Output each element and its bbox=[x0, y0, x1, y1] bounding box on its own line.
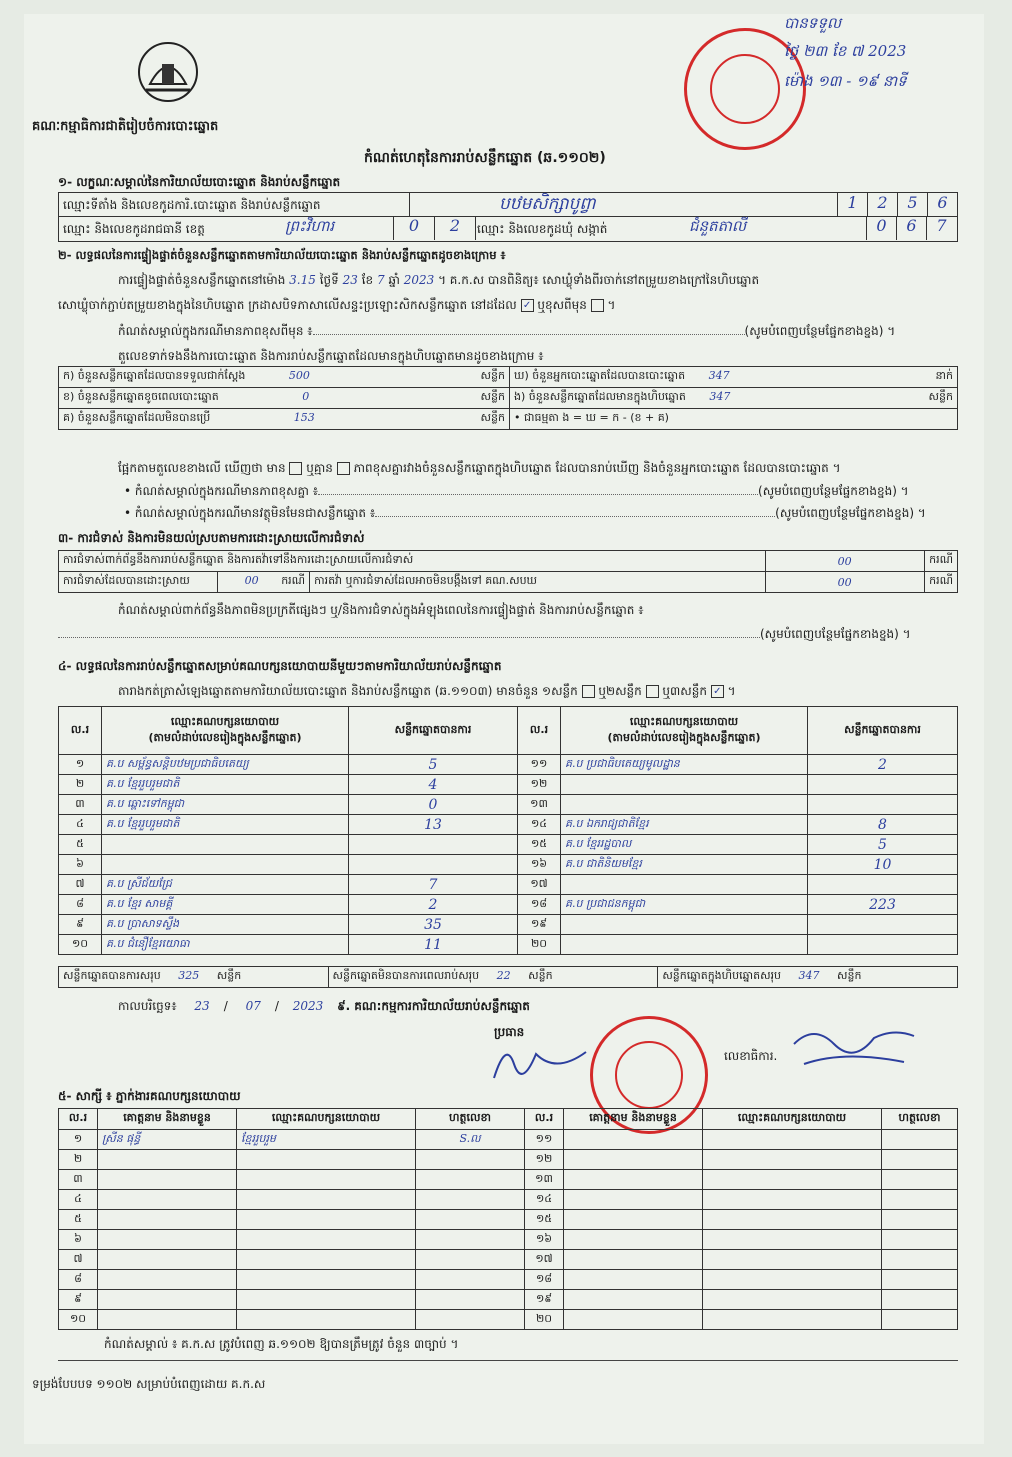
objections-count: 00 bbox=[837, 554, 852, 568]
witness-row bbox=[59, 1230, 958, 1250]
province-value: ព្រះវិហារ bbox=[285, 217, 335, 235]
form-footer: ទម្រង់បែបបទ ១១០២ សម្រាប់បំពេញដោយ គ.ក.ស bbox=[32, 1377, 266, 1391]
location-code-digit: 2 bbox=[867, 193, 897, 216]
committee-name: គណៈកម្មាធិការជាតិរៀបចំការបោះឆ្នោត bbox=[32, 119, 219, 134]
party-number: ១២ bbox=[518, 775, 561, 795]
emblem-logo bbox=[136, 40, 200, 104]
witness-number: ៦ bbox=[59, 1230, 98, 1250]
witness-signature bbox=[416, 1150, 525, 1170]
witness-number: ១៨ bbox=[525, 1270, 564, 1290]
verification-year: 2023 bbox=[403, 273, 435, 287]
party-name: គ.ប ខ្មែររដ្ឋបាល bbox=[561, 835, 808, 855]
witness-party bbox=[237, 1250, 416, 1270]
witness-party bbox=[237, 1150, 416, 1170]
witness-name bbox=[98, 1190, 237, 1210]
witness-signature bbox=[882, 1190, 958, 1210]
witness-number: ៧ bbox=[59, 1250, 98, 1270]
party-votes: 2 bbox=[349, 895, 518, 915]
witness-signature bbox=[882, 1290, 958, 1310]
party-name: គ.ប ខ្មែររួបរួមជាតិ bbox=[102, 815, 349, 835]
objections-table: ការជំទាស់ពាក់ព័ន្ធនឹងការរាប់សន្លឹកឆ្នោត និងការតវ៉ាទៅនឹងការដោះស្រាយលើការជំទាស់ 00 ករណី ការជំទាស់ដែលបានដោះស្រាយ 00 ករណី ការតវ៉ា ឬការជំទាស់ដែលអាចមិនបង្កឹងទៅ គណ.សបឃ 00 ករណី bbox=[58, 550, 958, 593]
witness-row bbox=[59, 1130, 958, 1150]
location-label: ឈ្មោះទីតាំង និងលេខកូដការិ.បោះឆ្នោត និងរាប់សន្លឹកឆ្នោត bbox=[63, 198, 321, 212]
party-name: គ.ប ជំនឿខ្មែរយោធា bbox=[102, 935, 349, 955]
received-ballots-value: 500 bbox=[288, 369, 310, 382]
location-code-digit: 5 bbox=[897, 193, 927, 216]
results-row bbox=[59, 795, 958, 815]
witness-party bbox=[703, 1170, 882, 1190]
witness-party bbox=[703, 1310, 882, 1330]
irregularity-fill-line: (សូមបំពេញបន្ថែមផ្នែកខាងខ្នង) ។ bbox=[58, 626, 911, 644]
witness-party bbox=[237, 1230, 416, 1250]
witness-number: ២ bbox=[59, 1150, 98, 1170]
witness-party bbox=[703, 1250, 882, 1270]
results-row bbox=[59, 775, 958, 795]
party-name: គ.ប ជាតិនិយមខ្មែរ bbox=[561, 855, 808, 875]
party-number: ១៥ bbox=[518, 835, 561, 855]
witness-party bbox=[703, 1150, 882, 1170]
no-discrepancy-checkbox[interactable] bbox=[337, 462, 350, 475]
results-row bbox=[59, 875, 958, 895]
witness-number: ៤ bbox=[59, 1190, 98, 1210]
location-value: បឋមសិក្សាបូព្វា bbox=[499, 194, 596, 214]
witness-signature bbox=[882, 1150, 958, 1170]
witness-name bbox=[564, 1210, 703, 1230]
witness-signature bbox=[416, 1290, 525, 1310]
party-results-table: ល.រ ឈ្មោះគណបក្សនយោបាយ (តាមលំដាប់លេខរៀងក្នុងសន្លឹកឆ្នោត) សន្លឹកឆ្នោតបានការ ល.រ ឈ្មោះគណបក្សនយោបាយ (តាមលំដាប់លេខរៀងក្នុងសន្លឹកឆ្នោត) សន្លឹកឆ្នោតបានការ ១ គ.ប សម្ព័ន្ធសន្តិបឋមប្រជាធិបតេយ្យ 5 ១១ គ.ប ប្រជាធិបតេយ្យមូលដ្ឋាន 2 ២ គ.ប ខ្មែររួបរួមជាតិ 4 ១២ ៣ គ.ប ឆ្ពោះទៅកម្ពុជា 0 ១៣ ៤ គ.ប ខ្មែររួបរួមជាតិ 13 ១៤ គ.ប ឯករាជ្យជាតិខ្មែរ 8 ៥ ១៥ គ.ប ខ្មែររដ្ឋបាល 5 ៦ ១៦ គ.ប ជាតិនិយមខ្មែរ 10 ៧ គ.ប ស្រីជ័យជ្រែ 7 ១៧ ៨ គ.ប ខ្មែរ សាមគ្គី 2 ១៨ គ.ប ប្រជាជនកម្ពុជា 223 ៩ គ.ប ប្រាសាទស្ទឹង 35 ១៩ ១០ គ.ប ជំនឿខ្មែរយោធា 11 ២០ bbox=[58, 706, 958, 955]
date-line: កាលបរិច្ឆេទ៖ 23 / 07 / 2023 ៩. គណ:កម្មការការិយាល័យរាប់សន្លឹកឆ្នោត bbox=[118, 999, 530, 1013]
commune-code-digit: 0 bbox=[866, 216, 896, 240]
province-code bbox=[393, 216, 476, 240]
party-votes: 35 bbox=[349, 915, 518, 935]
witness-signature bbox=[882, 1210, 958, 1230]
witness-name: ស្រីន ផុន្ធី bbox=[98, 1130, 237, 1150]
party-name: គ.ប ខ្មែរ សាមគ្គី bbox=[102, 895, 349, 915]
witness-number: ២០ bbox=[525, 1310, 564, 1330]
party-number: ១១ bbox=[518, 755, 561, 775]
party-number: ១៩ bbox=[518, 915, 561, 935]
party-number: ៦ bbox=[59, 855, 102, 875]
results-row bbox=[59, 815, 958, 835]
unresolved-count: 00 bbox=[837, 575, 852, 589]
results-row bbox=[59, 915, 958, 935]
witness-number: ៣ bbox=[59, 1170, 98, 1190]
party-name bbox=[561, 795, 808, 815]
witness-number: ១៥ bbox=[525, 1210, 564, 1230]
resolved-count: 00 bbox=[244, 574, 259, 587]
date-month: 07 bbox=[245, 999, 261, 1013]
witness-party bbox=[237, 1210, 416, 1230]
unused-ballots-value: 153 bbox=[293, 411, 315, 424]
section2-title: ២- លទ្ធផលនៃការផ្ទៀងផ្ទាត់ចំនួនសន្លឹកឆ្នោតតាមការិយាល័យបោះឆ្នោត និងរាប់សន្លឹកឆ្នោតដូចខាងក្រោម ៖ bbox=[58, 248, 506, 262]
location-code-digit: 6 bbox=[927, 193, 957, 216]
witness-party bbox=[237, 1290, 416, 1310]
party-name: គ.ប ស្រីជ័យជ្រែ bbox=[102, 875, 349, 895]
witness-party bbox=[237, 1170, 416, 1190]
commune-value: ជំនួតតាលី bbox=[689, 217, 747, 235]
witness-row bbox=[59, 1170, 958, 1190]
witness-number: ១២ bbox=[525, 1150, 564, 1170]
location-code bbox=[837, 193, 957, 216]
witness-signature: S.ល bbox=[416, 1130, 525, 1150]
party-number: ១៧ bbox=[518, 875, 561, 895]
ballots-in-box-value: 347 bbox=[709, 390, 731, 403]
party-name bbox=[561, 875, 808, 895]
section1-title: ១- លក្ខណៈសម្គាល់នៃការិយាល័យបោះឆ្នោត និងរាប់សន្លឹកឆ្នោត bbox=[58, 175, 341, 189]
verification-day: 23 bbox=[342, 273, 358, 287]
document-title: កំណត់ហេតុនៃការរាប់សន្លឹកឆ្នោត (ឆ.១១០២) bbox=[364, 150, 606, 166]
witness-number: ១៣ bbox=[525, 1170, 564, 1190]
party-name: គ.ប ឯករាជ្យជាតិខ្មែរ bbox=[561, 815, 808, 835]
party-votes: 0 bbox=[349, 795, 518, 815]
party-name: គ.ប ប្រជាធិបតេយ្យមូលដ្ឋាន bbox=[561, 755, 808, 775]
party-votes bbox=[808, 795, 958, 815]
party-name bbox=[561, 935, 808, 955]
party-number: ១៤ bbox=[518, 815, 561, 835]
witness-row bbox=[59, 1310, 958, 1330]
has-discrepancy-checkbox[interactable] bbox=[289, 462, 302, 475]
witness-party bbox=[703, 1130, 882, 1150]
secretary-label: លេខាធិការ. bbox=[724, 1049, 778, 1063]
box-total: 347 bbox=[798, 969, 820, 982]
party-votes bbox=[349, 855, 518, 875]
witness-row bbox=[59, 1150, 958, 1170]
witness-signature bbox=[416, 1190, 525, 1210]
party-number: ១៨ bbox=[518, 895, 561, 915]
witness-name bbox=[564, 1150, 703, 1170]
witness-row bbox=[59, 1190, 958, 1210]
witness-party bbox=[703, 1190, 882, 1210]
party-votes: 4 bbox=[349, 775, 518, 795]
province-label: ឈ្មោះ និងលេខកូដរាជធានី ខេត្ត bbox=[63, 222, 205, 236]
party-name: គ.ប ឆ្ពោះទៅកម្ពុជា bbox=[102, 795, 349, 815]
witness-name bbox=[564, 1190, 703, 1210]
results-row bbox=[59, 855, 958, 875]
ballot-figures-table: ក) ចំនួនសន្លឹកឆ្នោតដែលបានទទួលជាក់ស្តែង 500 សន្លឹក ឃ) ចំនួនអ្នកបោះឆ្នោតដែលបានបោះឆ្នោត 347 នាក់ ខ) ចំនួនសន្លឹកឆ្នោតខូចពេលបោះឆ្នោត 0 សន្លឹក ង) ចំនួនសន្លឹកឆ្នោតដែលមានក្នុងហិបឆ្នោត 347 សន្លឹក គ) ចំនួនសន្លឹកឆ្នោតដែលមិនបានប្រើ 153 សន្លឹក • ជាធម្មតា ង = ឃ = ក - (ខ + គ) bbox=[58, 366, 958, 430]
received-note-line3: ម៉ោង ១៣ - ១៩ នាទី bbox=[784, 72, 907, 90]
party-number: ៥ bbox=[59, 835, 102, 855]
party-name: គ.ប ប្រជាជនកម្ពុជា bbox=[561, 895, 808, 915]
witness-signature bbox=[416, 1250, 525, 1270]
party-votes: 13 bbox=[349, 815, 518, 835]
party-votes: 10 bbox=[808, 855, 958, 875]
witness-row bbox=[59, 1210, 958, 1230]
party-number: ៧ bbox=[59, 875, 102, 895]
witness-name bbox=[98, 1210, 237, 1230]
foreign-object-note: • កំណត់សម្គាល់ក្នុងករណីមានវត្ថុមិនមែនជាសន្លឹកឆ្នោត ៖ (សូមបំពេញបន្ថែមផ្នែកខាងខ្នង) ។ bbox=[124, 506, 926, 520]
commune-code-digit: 7 bbox=[926, 216, 956, 240]
witness-signature bbox=[416, 1210, 525, 1230]
party-number: ១៦ bbox=[518, 855, 561, 875]
witness-name bbox=[98, 1230, 237, 1250]
irregularity-note: កំណត់សម្គាល់ពាក់ព័ន្ធនឹងភាពមិនប្រក្រតីផ្សេងៗ ឬ/និងការជំទាស់ក្នុងអំឡុងពេលនៃការផ្ទៀងផ្ទាត់ និងការរាប់សន្លឹកឆ្នោត ៖ bbox=[118, 603, 644, 617]
witness-name bbox=[98, 1310, 237, 1330]
party-number: ៤ bbox=[59, 815, 102, 835]
three-sheets-checkbox[interactable]: ✓ bbox=[711, 685, 724, 698]
witness-signature bbox=[416, 1310, 525, 1330]
difference-note-line: កំណត់សម្គាល់ក្នុងករណីមានភាពខុសពីមុន ៖ (សូមបំពេញបន្ថែមផ្នែកខាងខ្នង) ។ bbox=[118, 324, 896, 338]
chair-signature bbox=[486, 1034, 606, 1084]
party-votes: 11 bbox=[349, 935, 518, 955]
results-row bbox=[59, 835, 958, 855]
section1-box bbox=[58, 192, 958, 242]
witness-name bbox=[98, 1270, 237, 1290]
party-votes: 8 bbox=[808, 815, 958, 835]
unchanged-checkbox[interactable]: ✓ bbox=[521, 299, 534, 312]
party-number: ៣ bbox=[59, 795, 102, 815]
witness-signature bbox=[882, 1270, 958, 1290]
party-number: ៨ bbox=[59, 895, 102, 915]
witness-table: ល.រ គោត្តនាម និងនាមខ្លួន ឈ្មោះគណបក្សនយោបាយ ហត្ថលេខា ល.រ គោត្តនាម និងនាមខ្លួន ឈ្មោះគណបក្សនយោបាយ ហត្ថលេខា ១ ស្រីន ផុន្ធី ខ្មែររួបរួម S.ល ១១ ២ ១២ ៣ ១៣ ៤ ១៤ ៥ ១៥ ៦ ១៦ ៧ ១៧ ៨ ១៨ ៩ ១៩ ១០ ២០ bbox=[58, 1108, 958, 1330]
party-votes: 5 bbox=[808, 835, 958, 855]
voters-value: 347 bbox=[708, 369, 730, 382]
witness-party bbox=[703, 1270, 882, 1290]
witness-name bbox=[564, 1170, 703, 1190]
tally-sheet-line: តារាងកត់ត្រាសំឡេងឆ្នោតតាមការិយាល័យបោះឆ្នោត និងរាប់សន្លឹកឆ្នោត (ឆ.១១០៣) មានចំនួន ១សន្លឹក ឬ២សន្លឹក ឬ៣សន្លឹក ✓ ។ bbox=[118, 684, 736, 698]
party-name bbox=[102, 835, 349, 855]
witness-number: ១៧ bbox=[525, 1250, 564, 1270]
witness-party bbox=[703, 1290, 882, 1310]
witness-party bbox=[237, 1270, 416, 1290]
party-votes: 2 bbox=[808, 755, 958, 775]
footer-note: កំណត់សម្គាល់ ៖ គ.ក.ស ត្រូវបំពេញ ឆ.១១០២ ឱ្យបានត្រឹមត្រូវ ចំនួន ៣ច្បាប់ ។ bbox=[104, 1337, 459, 1351]
witness-name bbox=[98, 1150, 237, 1170]
two-sheets-checkbox[interactable] bbox=[646, 685, 659, 698]
commune-label: ឈ្មោះ និងលេខកូដឃុំ សង្កាត់ bbox=[477, 222, 608, 236]
results-row bbox=[59, 895, 958, 915]
witness-row bbox=[59, 1290, 958, 1310]
verification-line: ការផ្ទៀងផ្ទាត់ចំនួនសន្លឹកឆ្នោតនៅម៉ោង 3.15 ថ្ងៃទី 23 ខែ 7 ឆ្នាំ 2023 ។ គ.ក.ស បានពិនិត្យ៖ សោឃ្លុំទាំងពីរចាក់នៅតម្រួយខាងក្រៅនៃហិបឆ្នោត bbox=[118, 273, 760, 287]
witness-party bbox=[237, 1310, 416, 1330]
invalid-total: 22 bbox=[496, 969, 511, 982]
party-votes: 7 bbox=[349, 875, 518, 895]
party-name bbox=[561, 915, 808, 935]
witness-name bbox=[564, 1270, 703, 1290]
witness-name bbox=[564, 1130, 703, 1150]
results-row bbox=[59, 755, 958, 775]
witness-number: ១ bbox=[59, 1130, 98, 1150]
witness-number: ១៦ bbox=[525, 1230, 564, 1250]
party-name: គ.ប ខ្មែររួបរួមជាតិ bbox=[102, 775, 349, 795]
discrepancy-line: ផ្អែកតាមតួលេខខាងលើ ឃើញថា មាន ឬគ្មាន ភាពខុសគ្នារវាងចំនួនសន្លឹកឆ្នោតក្នុងហិបឆ្នោត ដែលបានរាប់ឃើញ និងចំនួនអ្នកបោះឆ្នោត ដែលបានបោះឆ្នោត ។ bbox=[118, 461, 841, 475]
secretary-signature bbox=[784, 1014, 924, 1074]
witness-party bbox=[703, 1230, 882, 1250]
witness-party bbox=[703, 1210, 882, 1230]
chair-label: ប្រធាន bbox=[494, 1025, 525, 1039]
witness-row bbox=[59, 1270, 958, 1290]
party-name: គ.ប ប្រាសាទស្ទឹង bbox=[102, 915, 349, 935]
witness-number: ៥ bbox=[59, 1210, 98, 1230]
party-votes bbox=[808, 915, 958, 935]
party-votes bbox=[808, 875, 958, 895]
commune-code bbox=[866, 216, 956, 240]
party-votes: 223 bbox=[808, 895, 958, 915]
witness-party: ខ្មែររួបរួម bbox=[237, 1130, 416, 1150]
witness-number: ១៩ bbox=[525, 1290, 564, 1310]
witness-number: ១១ bbox=[525, 1130, 564, 1150]
witness-signature bbox=[882, 1310, 958, 1330]
party-number: ២ bbox=[59, 775, 102, 795]
party-name bbox=[561, 775, 808, 795]
section3-title: ៣- ការជំទាស់ និងការមិនយល់ស្របតាមការដោះស្រាយលើការជំទាស់ bbox=[58, 531, 365, 545]
date-day: 23 bbox=[194, 999, 210, 1013]
witness-name bbox=[564, 1230, 703, 1250]
figures-intro: តួលេខទាក់ទងនឹងការបោះឆ្នោត និងការរាប់សន្លឹកឆ្នោតដែលមានក្នុងហិបឆ្នោតមានដូចខាងក្រោម ៖ bbox=[118, 349, 544, 363]
witness-signature bbox=[882, 1130, 958, 1150]
totals-table: សន្លឹកឆ្នោតបានការសរុប 325 សន្លឹក សន្លឹកឆ្នោតមិនបានការពេលរាប់សរុប 22 សន្លឹក សន្លឹកឆ្នោតក្នុងហិបឆ្នោតសរុប 347 សន្លឹក bbox=[58, 966, 958, 988]
witness-name bbox=[564, 1250, 703, 1270]
party-name: គ.ប សម្ព័ន្ធសន្តិបឋមប្រជាធិបតេយ្យ bbox=[102, 755, 349, 775]
party-number: ៩ bbox=[59, 915, 102, 935]
witness-number: ១៤ bbox=[525, 1190, 564, 1210]
witness-signature bbox=[882, 1170, 958, 1190]
party-number: ១០ bbox=[59, 935, 102, 955]
party-votes: 5 bbox=[349, 755, 518, 775]
witness-name bbox=[98, 1290, 237, 1310]
witness-number: ១០ bbox=[59, 1310, 98, 1330]
received-note-line2: ថ្ងៃ ២៣ ខែ ៧ 2023 bbox=[784, 42, 907, 60]
party-votes bbox=[349, 835, 518, 855]
location-code-digit: 1 bbox=[837, 193, 867, 216]
verification-month: 7 bbox=[376, 273, 385, 287]
witness-number: ៩ bbox=[59, 1290, 98, 1310]
witness-signature bbox=[416, 1270, 525, 1290]
witness-signature bbox=[416, 1230, 525, 1250]
witness-signature bbox=[882, 1250, 958, 1270]
received-note-line1: បានទទួល bbox=[784, 14, 842, 32]
spoiled-ballots-value: 0 bbox=[302, 390, 310, 403]
party-votes bbox=[808, 775, 958, 795]
changed-checkbox[interactable] bbox=[591, 299, 604, 312]
witness-name bbox=[98, 1250, 237, 1270]
commune-code-digit: 6 bbox=[896, 216, 926, 240]
party-number: ១៣ bbox=[518, 795, 561, 815]
witness-row bbox=[59, 1250, 958, 1270]
witness-name bbox=[564, 1310, 703, 1330]
province-code-digit: 2 bbox=[434, 216, 476, 240]
witness-signature bbox=[416, 1170, 525, 1190]
witness-name bbox=[98, 1170, 237, 1190]
section4-title: ៤- លទ្ធផលនៃការរាប់សន្លឹកឆ្នោតសម្រាប់គណបក្សនយោបាយនីមួយៗតាមការិយាល័យរាប់សន្លឹកឆ្នោត bbox=[58, 659, 502, 673]
party-number: ១ bbox=[59, 755, 102, 775]
witness-signature bbox=[882, 1230, 958, 1250]
document-page bbox=[24, 14, 984, 1444]
witness-party bbox=[237, 1190, 416, 1210]
results-row bbox=[59, 935, 958, 955]
seal-check-line: សោឃ្លុំចាក់ភ្ជាប់តម្រួយខាងក្នុងនៃហិបឆ្នោត ក្រដាសបិទភាសាលើសន្ទះប្រឡោះសិកសន្លឹកឆ្នោត នៅដដែល ✓ ឬខុសពីមុន ។ bbox=[58, 298, 616, 312]
province-code-digit: 0 bbox=[393, 216, 434, 240]
witness-number: ៨ bbox=[59, 1270, 98, 1290]
valid-total: 325 bbox=[178, 969, 200, 982]
section5-title: ៥- សាក្សី ៖ ភ្នាក់ងារគណបក្សនយោបាយ bbox=[58, 1089, 241, 1103]
discrepancy-note: • កំណត់សម្គាល់ក្នុងករណីមានភាពខុសគ្នា ៖ (សូមបំពេញបន្ថែមផ្នែកខាងខ្នង) ។ bbox=[124, 484, 909, 498]
party-name bbox=[102, 855, 349, 875]
witness-name bbox=[564, 1290, 703, 1310]
party-votes bbox=[808, 935, 958, 955]
date-year: 2023 bbox=[292, 999, 324, 1013]
one-sheet-checkbox[interactable] bbox=[582, 685, 595, 698]
verification-time: 3.15 bbox=[289, 273, 316, 287]
party-number: ២០ bbox=[518, 935, 561, 955]
